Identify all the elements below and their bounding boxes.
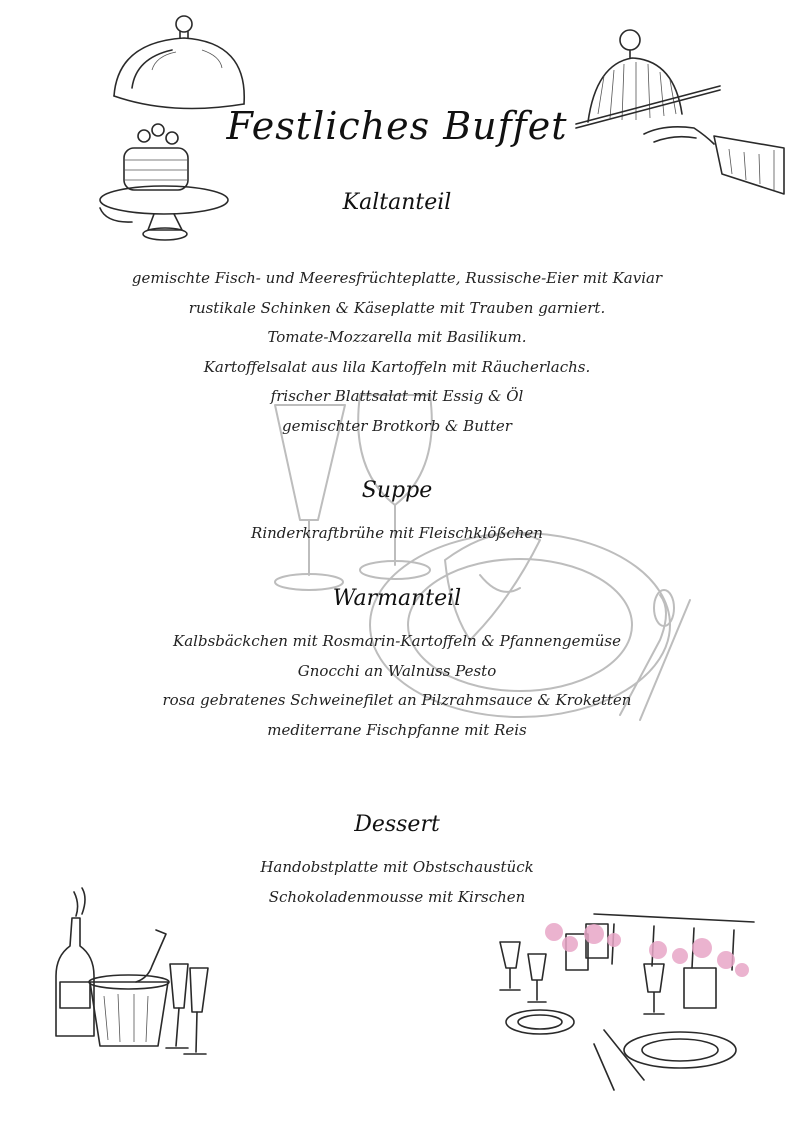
menu-item: rustikale Schinken & Käseplatte mit Trauben garniert. [188,298,606,317]
menu-item: Kalbsbäckchen mit Rosmarin-Kartoffeln & Pfannengemüse [173,632,621,650]
menu-item: Gnocchi an Walnuss Pesto [297,661,497,680]
champagne-bucket-icon [38,886,218,1066]
flowers-icon [545,923,749,977]
menu-item: gemischter Brotkorb & Butter [282,416,512,435]
section-heading-kaltanteil: Kaltanteil [342,190,452,215]
section-items-warmanteil [0,627,794,745]
section-items-dessert [0,853,794,912]
section-heading-warmanteil: Warmanteil [332,586,462,611]
menu-item: Kartoffelsalat aus lila Kartoffeln mit Räucherlachs. [203,357,591,376]
page-title: Festliches Buffet [226,104,568,148]
menu-item: Schokoladenmousse mit Kirschen [268,887,526,906]
menu-item: gemischte Fisch- und Meeresfrüchteplatte, Russische-Eier mit Kaviar [131,269,663,287]
menu-item: Rinderkraftbrühe mit Fleischklößchen [251,524,543,542]
menu-item: frischer Blattsalat mit Essig & Öl [270,387,524,406]
menu-item: rosa gebratenes Schweinefilet an Pilzrahmsauce & Kroketten [162,691,632,710]
section-heading-suppe: Suppe [361,478,433,503]
section-heading-dessert: Dessert [354,812,440,837]
section-items-suppe [0,519,794,549]
menu-item: Handobstplatte mit Obstschaustück [260,858,534,876]
menu-item: Tomate-Mozzarella mit Basilikum. [267,328,527,347]
section-items-kaltanteil [0,264,794,442]
banquet-table-flowers-icon [494,904,764,1094]
menu-item: mediterrane Fischpfanne mit Reis [267,720,527,739]
